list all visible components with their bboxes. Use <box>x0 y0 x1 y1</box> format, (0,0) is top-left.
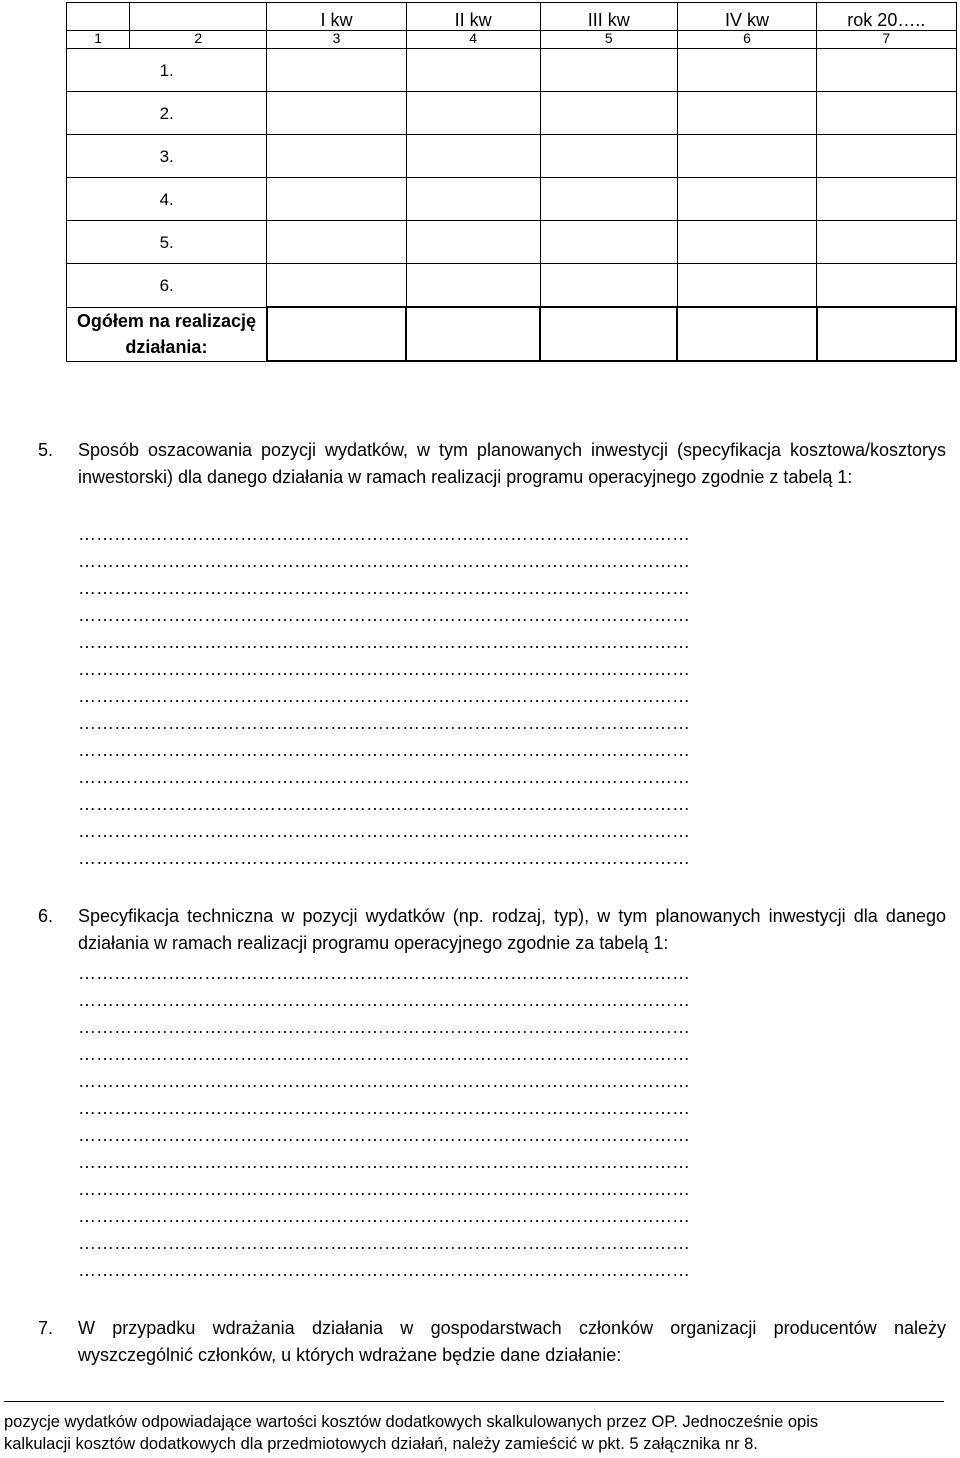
row-label: 4. <box>67 178 267 221</box>
section-7-text: W przypadku wdrażania działania w gospodarstwach członków organizacji producentów należy wyszczególnić członków, u których wdrażane będzie dane działanie: <box>78 1318 946 1365</box>
footnote <box>4 1411 956 1455</box>
table-cell[interactable] <box>267 178 406 221</box>
dotted-line: ………………………………………………………………………………………… <box>78 578 690 598</box>
table-cell[interactable] <box>817 178 956 221</box>
dotted-line: ………………………………………………………………………………………… <box>78 1179 690 1199</box>
table-cell[interactable] <box>267 135 406 178</box>
table-cell[interactable] <box>540 92 677 135</box>
table-cell[interactable] <box>677 49 816 92</box>
dotted-line: ………………………………………………………………………………………… <box>78 794 690 814</box>
dotted-line: ………………………………………………………………………………………… <box>78 740 690 760</box>
total-label <box>67 307 267 361</box>
total-row <box>67 307 957 361</box>
table-cell[interactable] <box>677 221 816 264</box>
dotted-line: ………………………………………………………………………………………… <box>78 632 690 652</box>
column-number: 6 <box>677 31 816 49</box>
table-cell[interactable] <box>267 92 406 135</box>
section-7 <box>38 1315 946 1369</box>
dotted-line: ………………………………………………………………………………………… <box>78 1125 690 1145</box>
column-number-row <box>67 31 957 49</box>
dotted-line: ………………………………………………………………………………………… <box>78 659 690 679</box>
total-label-line1: Ogółem na realizację <box>76 311 256 331</box>
table-row <box>67 221 957 264</box>
table-cell[interactable] <box>406 178 540 221</box>
total-cell[interactable] <box>267 307 406 361</box>
total-cell[interactable] <box>677 307 816 361</box>
table-row <box>67 92 957 135</box>
table-cell[interactable] <box>677 178 816 221</box>
table-cell[interactable] <box>817 264 956 308</box>
footnote-divider <box>4 1401 944 1402</box>
dotted-line: ………………………………………………………………………………………… <box>78 1044 690 1064</box>
total-cell[interactable] <box>817 307 956 361</box>
dotted-line: ………………………………………………………………………………………… <box>78 1233 690 1253</box>
section-5-answer-lines[interactable] <box>78 521 928 872</box>
dotted-line: ………………………………………………………………………………………… <box>78 848 690 868</box>
table-cell[interactable] <box>677 264 816 308</box>
column-number: 1 <box>67 31 130 49</box>
column-number: 5 <box>540 31 677 49</box>
table-cell[interactable] <box>817 49 956 92</box>
dotted-line: ………………………………………………………………………………………… <box>78 990 690 1010</box>
row-label: 6. <box>67 264 267 308</box>
dotted-line: ………………………………………………………………………………………… <box>78 1017 690 1037</box>
table-cell[interactable] <box>406 221 540 264</box>
total-cell[interactable] <box>540 307 677 361</box>
header-cell-empty <box>130 3 267 31</box>
dotted-line: ………………………………………………………………………………………… <box>78 1206 690 1226</box>
header-quarter-4: IV kw <box>677 3 816 31</box>
table-cell[interactable] <box>677 135 816 178</box>
table-row <box>67 135 957 178</box>
table-cell[interactable] <box>817 92 956 135</box>
dotted-line: ………………………………………………………………………………………… <box>78 1260 690 1280</box>
section-6 <box>38 903 946 957</box>
table-cell[interactable] <box>406 92 540 135</box>
row-label: 2. <box>67 92 267 135</box>
dotted-line: ………………………………………………………………………………………… <box>78 524 690 544</box>
table-cell[interactable] <box>540 49 677 92</box>
dotted-line: ………………………………………………………………………………………… <box>78 551 690 571</box>
column-number: 7 <box>817 31 956 49</box>
table-header-row <box>67 3 957 31</box>
table-cell[interactable] <box>267 221 406 264</box>
table-cell[interactable] <box>540 135 677 178</box>
dotted-line: ………………………………………………………………………………………… <box>78 686 690 706</box>
table-cell[interactable] <box>817 221 956 264</box>
table-cell[interactable] <box>817 135 956 178</box>
section-7-number: 7. <box>38 1318 54 1338</box>
table-cell[interactable] <box>267 49 406 92</box>
total-label-line2: działania: <box>125 337 208 357</box>
section-6-number: 6. <box>38 906 54 926</box>
section-5 <box>38 437 946 491</box>
dotted-line: ………………………………………………………………………………………… <box>78 1152 690 1172</box>
footnote-line-1: pozycje wydatków odpowiadające wartości kosztów dodatkowych skalkulowanych przez OP. Jednocześnie opis <box>4 1413 819 1431</box>
table-cell[interactable] <box>540 264 677 308</box>
column-number: 2 <box>130 31 267 49</box>
header-quarter-1: I kw <box>267 3 406 31</box>
header-cell-empty <box>67 3 130 31</box>
table-cell[interactable] <box>406 135 540 178</box>
row-label: 1. <box>67 49 267 92</box>
budget-table <box>66 2 957 362</box>
section-6-answer-lines[interactable] <box>78 960 928 1284</box>
table-cell[interactable] <box>677 92 816 135</box>
dotted-line: ………………………………………………………………………………………… <box>78 767 690 787</box>
header-quarter-2: II kw <box>406 3 540 31</box>
header-year: rok 20….. <box>817 3 956 31</box>
table-row <box>67 178 957 221</box>
dotted-line: ………………………………………………………………………………………… <box>78 713 690 733</box>
row-label: 3. <box>67 135 267 178</box>
table-cell[interactable] <box>406 49 540 92</box>
dotted-line: ………………………………………………………………………………………… <box>78 1098 690 1118</box>
table-cell[interactable] <box>540 221 677 264</box>
column-number: 4 <box>406 31 540 49</box>
section-6-text: Specyfikacja techniczna w pozycji wydatków (np. rodzaj, typ), w tym planowanych inwestycji dla danego działania w ramach realizacji programu operacyjnego zgodnie za tabelą 1: <box>78 906 946 953</box>
section-5-text: Sposób oszacowania pozycji wydatków, w tym planowanych inwestycji (specyfikacja kosztowa/kosztorys inwestorski) dla danego działania w ramach realizacji programu operacyjnego zgodnie z tabelą 1: <box>78 440 946 487</box>
table-cell[interactable] <box>406 264 540 308</box>
dotted-line: ………………………………………………………………………………………… <box>78 1071 690 1091</box>
table-row <box>67 49 957 92</box>
column-number: 3 <box>267 31 406 49</box>
section-5-number: 5. <box>38 440 54 460</box>
table-cell[interactable] <box>540 178 677 221</box>
dotted-line: ………………………………………………………………………………………… <box>78 963 690 983</box>
dotted-line: ………………………………………………………………………………………… <box>78 821 690 841</box>
table-row <box>67 264 957 308</box>
row-label: 5. <box>67 221 267 264</box>
table-cell[interactable] <box>267 264 406 308</box>
footnote-line-2: kalkulacji kosztów dodatkowych dla przedmiotowych działań, należy zamieścić w pkt. 5 załącznika nr 8. <box>4 1435 758 1453</box>
dotted-line: ………………………………………………………………………………………… <box>78 605 690 625</box>
header-quarter-3: III kw <box>540 3 677 31</box>
total-cell[interactable] <box>406 307 540 361</box>
